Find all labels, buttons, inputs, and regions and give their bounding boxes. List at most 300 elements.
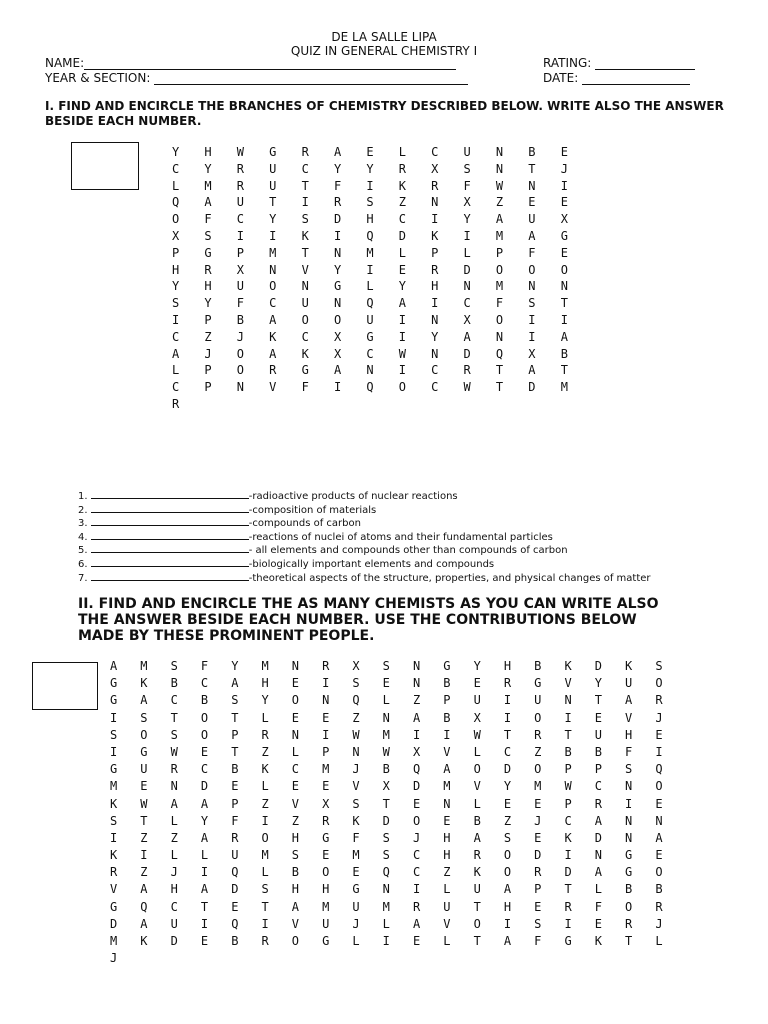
grid-letter[interactable]: V bbox=[473, 779, 481, 794]
grid-letter[interactable]: Q bbox=[366, 296, 374, 311]
grid-letter[interactable]: S bbox=[204, 228, 212, 243]
grid-letter[interactable]: T bbox=[503, 727, 512, 742]
grid-letter[interactable]: R bbox=[110, 865, 118, 880]
grid-letter[interactable]: I bbox=[322, 676, 330, 691]
grid-letter[interactable]: F bbox=[204, 212, 212, 227]
grid-letter[interactable]: D bbox=[463, 346, 471, 361]
grid-letter[interactable]: O bbox=[398, 380, 406, 395]
grid-letter[interactable]: D bbox=[231, 882, 239, 897]
grid-letter[interactable]: F bbox=[528, 245, 536, 260]
grid-letter[interactable]: U bbox=[366, 312, 374, 327]
grid-letter[interactable]: D bbox=[463, 262, 471, 277]
grid-letter[interactable]: C bbox=[431, 363, 439, 378]
grid-letter[interactable]: A bbox=[594, 813, 602, 828]
grid-letter[interactable]: S bbox=[655, 659, 663, 673]
grid-letter[interactable]: T bbox=[261, 899, 269, 914]
grid-letter[interactable]: G bbox=[443, 659, 451, 673]
grid-letter[interactable]: I bbox=[431, 296, 439, 311]
grid-letter[interactable]: N bbox=[366, 363, 374, 378]
grid-letter[interactable]: D bbox=[503, 762, 512, 777]
grid-letter[interactable]: H bbox=[625, 727, 633, 742]
grid-letter[interactable]: G bbox=[322, 934, 330, 948]
grid-letter[interactable]: T bbox=[560, 363, 568, 378]
grid-letter[interactable]: H bbox=[503, 899, 512, 914]
grid-letter[interactable]: Y bbox=[431, 329, 439, 344]
grid-letter[interactable]: L bbox=[352, 934, 360, 948]
grid-letter[interactable]: U bbox=[352, 899, 360, 914]
grid-letter[interactable]: G bbox=[625, 865, 633, 880]
grid-letter[interactable]: E bbox=[291, 779, 300, 794]
date-blank[interactable] bbox=[582, 72, 690, 85]
grid-letter[interactable]: K bbox=[398, 178, 406, 193]
grid-letter[interactable]: P bbox=[236, 245, 245, 260]
grid-letter[interactable]: L bbox=[473, 796, 481, 811]
grid-letter[interactable]: N bbox=[625, 830, 633, 845]
grid-letter[interactable]: T bbox=[495, 363, 504, 378]
grid-letter[interactable]: W bbox=[382, 744, 390, 759]
grid-letter[interactable]: B bbox=[655, 882, 663, 897]
grid-letter[interactable]: I bbox=[528, 329, 536, 344]
grid-letter[interactable]: A bbox=[528, 363, 536, 378]
grid-letter[interactable]: F bbox=[236, 296, 245, 311]
grid-letter[interactable]: U bbox=[594, 727, 602, 742]
grid-letter[interactable]: J bbox=[655, 916, 663, 931]
grid-letter[interactable]: I bbox=[560, 178, 568, 193]
grid-letter[interactable]: G bbox=[140, 744, 148, 759]
grid-letter[interactable]: O bbox=[172, 212, 180, 227]
grid-letter[interactable]: R bbox=[204, 262, 212, 277]
grid-letter[interactable]: E bbox=[560, 145, 568, 159]
grid-letter[interactable]: B bbox=[443, 710, 451, 725]
grid-letter[interactable]: O bbox=[534, 710, 542, 725]
grid-letter[interactable]: B bbox=[291, 865, 300, 880]
grid-letter[interactable]: J bbox=[236, 329, 245, 344]
grid-letter[interactable]: N bbox=[382, 882, 390, 897]
grid-letter[interactable]: R bbox=[172, 396, 180, 411]
grid-letter[interactable]: O bbox=[200, 710, 209, 725]
grid-letter[interactable]: R bbox=[431, 178, 439, 193]
grid-letter[interactable]: K bbox=[473, 865, 481, 880]
grid-letter[interactable]: R bbox=[431, 262, 439, 277]
grid-letter[interactable]: L bbox=[655, 934, 663, 948]
grid-letter[interactable]: Y bbox=[172, 145, 180, 159]
grid-letter[interactable]: P bbox=[564, 762, 572, 777]
grid-letter[interactable]: T bbox=[382, 796, 390, 811]
grid-letter[interactable]: C bbox=[269, 296, 277, 311]
grid-letter[interactable]: A bbox=[200, 882, 209, 897]
grid-letter[interactable]: L bbox=[398, 245, 406, 260]
grid-letter[interactable]: R bbox=[236, 178, 245, 193]
grid-letter[interactable]: S bbox=[231, 693, 239, 708]
grid-letter[interactable]: Y bbox=[366, 161, 374, 176]
grid-letter[interactable]: O bbox=[301, 312, 309, 327]
grid-letter[interactable]: V bbox=[301, 262, 309, 277]
grid-letter[interactable]: L bbox=[473, 744, 481, 759]
grid-letter[interactable]: R bbox=[261, 934, 269, 948]
grid-letter[interactable]: C bbox=[431, 145, 439, 159]
name-blank[interactable] bbox=[84, 57, 456, 70]
grid-letter[interactable]: X bbox=[322, 796, 330, 811]
grid-letter[interactable]: K bbox=[269, 329, 277, 344]
grid-letter[interactable]: R bbox=[261, 727, 269, 742]
grid-letter[interactable]: N bbox=[333, 245, 342, 260]
grid-letter[interactable]: U bbox=[236, 279, 245, 294]
grid-letter[interactable]: Q bbox=[412, 762, 421, 777]
grid-letter[interactable]: B bbox=[443, 676, 451, 691]
grid-letter[interactable]: N bbox=[291, 659, 300, 673]
grid-letter[interactable]: I bbox=[110, 830, 118, 845]
grid-letter[interactable]: V bbox=[443, 916, 451, 931]
grid-letter[interactable]: D bbox=[594, 830, 602, 845]
grid-letter[interactable]: V bbox=[269, 380, 277, 395]
grid-letter[interactable]: O bbox=[473, 916, 481, 931]
grid-letter[interactable]: H bbox=[443, 830, 451, 845]
grid-letter[interactable]: G bbox=[560, 228, 568, 243]
grid-letter[interactable]: R bbox=[269, 363, 277, 378]
grid-letter[interactable]: T bbox=[231, 744, 239, 759]
grid-letter[interactable]: O bbox=[655, 779, 663, 794]
grid-letter[interactable]: E bbox=[528, 195, 536, 210]
grid-letter[interactable]: E bbox=[200, 744, 209, 759]
grid-letter[interactable]: F bbox=[333, 178, 342, 193]
grid-letter[interactable]: E bbox=[231, 899, 239, 914]
grid-letter[interactable]: Z bbox=[398, 195, 406, 210]
grid-letter[interactable]: K bbox=[140, 934, 148, 948]
grid-letter[interactable]: N bbox=[236, 380, 245, 395]
grid-letter[interactable]: U bbox=[322, 916, 330, 931]
grid-letter[interactable]: Z bbox=[170, 830, 178, 845]
grid-letter[interactable]: P bbox=[204, 312, 212, 327]
grid-letter[interactable]: B bbox=[560, 346, 568, 361]
grid-letter[interactable]: L bbox=[366, 279, 374, 294]
grid-letter[interactable]: S bbox=[366, 195, 374, 210]
grid-letter[interactable]: A bbox=[463, 329, 471, 344]
grid-letter[interactable]: V bbox=[564, 676, 572, 691]
grid-letter[interactable]: H bbox=[261, 676, 269, 691]
grid-letter[interactable]: R bbox=[473, 848, 481, 863]
grid-letter[interactable]: A bbox=[503, 882, 512, 897]
grid-letter[interactable]: N bbox=[352, 744, 360, 759]
grid-letter[interactable]: T bbox=[140, 813, 148, 828]
grid-letter[interactable]: I bbox=[366, 262, 374, 277]
answer-blank[interactable] bbox=[91, 516, 249, 526]
grid-letter[interactable]: Y bbox=[200, 813, 209, 828]
grid-letter[interactable]: G bbox=[534, 676, 542, 691]
grid-letter[interactable]: I bbox=[110, 744, 118, 759]
answer-blank[interactable] bbox=[91, 530, 249, 540]
grid-letter[interactable]: G bbox=[352, 882, 360, 897]
grid-letter[interactable]: Q bbox=[140, 899, 148, 914]
grid-letter[interactable]: L bbox=[398, 145, 406, 159]
grid-letter[interactable]: F bbox=[352, 830, 360, 845]
grid-letter[interactable]: S bbox=[301, 212, 309, 227]
grid-letter[interactable]: D bbox=[528, 380, 536, 395]
grid-letter[interactable]: M bbox=[495, 228, 504, 243]
grid-letter[interactable]: E bbox=[352, 865, 360, 880]
grid-letter[interactable]: I bbox=[398, 363, 406, 378]
grid-letter[interactable]: T bbox=[495, 380, 504, 395]
grid-letter[interactable]: K bbox=[110, 796, 118, 811]
grid-letter[interactable]: I bbox=[503, 710, 512, 725]
grid-letter[interactable]: N bbox=[431, 312, 439, 327]
grid-letter[interactable]: S bbox=[110, 727, 118, 742]
grid-letter[interactable]: M bbox=[366, 245, 374, 260]
grid-letter[interactable]: N bbox=[269, 262, 277, 277]
grid-letter[interactable]: P bbox=[322, 744, 330, 759]
grid-letter[interactable]: C bbox=[564, 813, 572, 828]
grid-letter[interactable]: M bbox=[322, 899, 330, 914]
grid-letter[interactable]: S bbox=[110, 813, 118, 828]
grid-letter[interactable]: Q bbox=[655, 762, 663, 777]
grid-letter[interactable]: V bbox=[625, 710, 633, 725]
grid-letter[interactable]: E bbox=[322, 848, 330, 863]
grid-letter[interactable]: M bbox=[261, 848, 269, 863]
grid-letter[interactable]: I bbox=[564, 848, 572, 863]
grid-letter[interactable]: S bbox=[291, 848, 300, 863]
grid-letter[interactable]: T bbox=[269, 195, 277, 210]
grid-letter[interactable]: Q bbox=[495, 346, 504, 361]
year-section-blank[interactable] bbox=[154, 72, 468, 85]
grid-letter[interactable]: H bbox=[170, 882, 178, 897]
grid-letter[interactable]: A bbox=[412, 916, 421, 931]
grid-letter[interactable]: E bbox=[560, 195, 568, 210]
grid-letter[interactable]: I bbox=[528, 312, 536, 327]
grid-letter[interactable]: V bbox=[291, 796, 300, 811]
grid-letter[interactable]: Q bbox=[231, 916, 239, 931]
answer-blank[interactable] bbox=[91, 503, 249, 513]
grid-letter[interactable]: I bbox=[322, 727, 330, 742]
grid-letter[interactable]: N bbox=[655, 813, 663, 828]
grid-letter[interactable]: C bbox=[366, 346, 374, 361]
grid-letter[interactable]: A bbox=[503, 934, 512, 948]
grid-letter[interactable]: P bbox=[172, 245, 180, 260]
grid-letter[interactable]: W bbox=[140, 796, 148, 811]
grid-letter[interactable]: H bbox=[291, 830, 300, 845]
grid-letter[interactable]: A bbox=[231, 676, 239, 691]
grid-letter[interactable]: X bbox=[333, 346, 342, 361]
grid-letter[interactable]: E bbox=[366, 145, 374, 159]
grid-letter[interactable]: O bbox=[200, 727, 209, 742]
grid-letter[interactable]: N bbox=[431, 195, 439, 210]
grid-letter[interactable]: M bbox=[382, 899, 390, 914]
grid-letter[interactable]: C bbox=[170, 693, 178, 708]
grid-letter[interactable]: K bbox=[594, 934, 602, 948]
grid-letter[interactable]: O bbox=[236, 363, 245, 378]
grid-letter[interactable]: V bbox=[110, 882, 118, 897]
grid-letter[interactable]: C bbox=[412, 865, 421, 880]
grid-letter[interactable]: B bbox=[170, 676, 178, 691]
grid-letter[interactable]: Y bbox=[473, 659, 481, 673]
grid-letter[interactable]: E bbox=[655, 848, 663, 863]
grid-letter[interactable]: A bbox=[594, 865, 602, 880]
grid-letter[interactable]: Q bbox=[352, 693, 360, 708]
grid-letter[interactable]: O bbox=[495, 312, 504, 327]
grid-letter[interactable]: Z bbox=[291, 813, 300, 828]
grid-letter[interactable]: H bbox=[204, 145, 212, 159]
grid-letter[interactable]: L bbox=[172, 178, 180, 193]
grid-letter[interactable]: C bbox=[412, 848, 421, 863]
grid-letter[interactable]: T bbox=[301, 178, 309, 193]
grid-letter[interactable]: E bbox=[382, 676, 390, 691]
grid-letter[interactable]: G bbox=[110, 693, 118, 708]
grid-letter[interactable]: D bbox=[412, 779, 421, 794]
grid-letter[interactable]: E bbox=[655, 796, 663, 811]
grid-letter[interactable]: K bbox=[301, 346, 309, 361]
grid-letter[interactable]: L bbox=[200, 848, 209, 863]
grid-letter[interactable]: K bbox=[110, 848, 118, 863]
grid-letter[interactable]: I bbox=[398, 312, 406, 327]
grid-letter[interactable]: N bbox=[412, 676, 421, 691]
grid-letter[interactable]: A bbox=[412, 710, 421, 725]
grid-letter[interactable]: T bbox=[200, 899, 209, 914]
grid-letter[interactable]: R bbox=[322, 813, 330, 828]
grid-letter[interactable]: N bbox=[594, 848, 602, 863]
grid-letter[interactable]: F bbox=[495, 296, 504, 311]
grid-letter[interactable]: R bbox=[333, 195, 342, 210]
grid-letter[interactable]: S bbox=[463, 161, 471, 176]
grid-letter[interactable]: N bbox=[382, 710, 390, 725]
grid-letter[interactable]: I bbox=[261, 916, 269, 931]
grid-letter[interactable]: G bbox=[301, 363, 309, 378]
grid-letter[interactable]: D bbox=[398, 228, 406, 243]
grid-letter[interactable]: A bbox=[200, 796, 209, 811]
grid-letter[interactable]: L bbox=[170, 813, 178, 828]
grid-letter[interactable]: F bbox=[231, 813, 239, 828]
grid-letter[interactable]: R bbox=[625, 916, 633, 931]
grid-letter[interactable]: R bbox=[236, 161, 245, 176]
grid-letter[interactable]: S bbox=[352, 796, 360, 811]
grid-letter[interactable]: M bbox=[443, 779, 451, 794]
grid-letter[interactable]: W bbox=[473, 727, 481, 742]
grid-letter[interactable]: S bbox=[261, 882, 269, 897]
grid-letter[interactable]: R bbox=[655, 693, 663, 708]
grid-letter[interactable]: D bbox=[534, 848, 542, 863]
grid-letter[interactable]: G bbox=[110, 762, 118, 777]
grid-letter[interactable]: M bbox=[204, 178, 212, 193]
grid-letter[interactable]: J bbox=[412, 830, 421, 845]
grid-letter[interactable]: M bbox=[534, 779, 542, 794]
grid-letter[interactable]: U bbox=[534, 693, 542, 708]
grid-letter[interactable]: I bbox=[261, 813, 269, 828]
answer-blank[interactable] bbox=[91, 571, 249, 581]
grid-letter[interactable]: L bbox=[463, 245, 471, 260]
grid-letter[interactable]: G bbox=[333, 279, 342, 294]
grid-letter[interactable]: T bbox=[625, 934, 633, 948]
grid-letter[interactable]: A bbox=[140, 693, 148, 708]
grid-letter[interactable]: A bbox=[170, 796, 178, 811]
grid-letter[interactable]: E bbox=[200, 934, 209, 948]
grid-letter[interactable]: Z bbox=[140, 865, 148, 880]
grid-letter[interactable]: I bbox=[366, 178, 374, 193]
grid-letter[interactable]: N bbox=[463, 279, 471, 294]
grid-letter[interactable]: X bbox=[333, 329, 342, 344]
grid-letter[interactable]: L bbox=[291, 744, 300, 759]
answer-blank[interactable] bbox=[91, 557, 249, 567]
grid-letter[interactable]: C bbox=[170, 899, 178, 914]
grid-letter[interactable]: N bbox=[495, 329, 504, 344]
grid-letter[interactable]: I bbox=[301, 195, 309, 210]
grid-letter[interactable]: O bbox=[291, 934, 300, 948]
grid-letter[interactable]: N bbox=[333, 296, 342, 311]
grid-letter[interactable]: D bbox=[333, 212, 342, 227]
grid-letter[interactable]: Z bbox=[495, 195, 504, 210]
grid-letter[interactable]: I bbox=[200, 916, 209, 931]
grid-letter[interactable]: K bbox=[301, 228, 309, 243]
grid-letter[interactable]: O bbox=[534, 762, 542, 777]
grid-letter[interactable]: I bbox=[625, 796, 633, 811]
grid-letter[interactable]: Z bbox=[204, 329, 212, 344]
grid-letter[interactable]: B bbox=[534, 659, 542, 673]
grid-letter[interactable]: J bbox=[170, 865, 178, 880]
answer-blank[interactable] bbox=[91, 489, 249, 499]
grid-letter[interactable]: E bbox=[398, 262, 406, 277]
grid-letter[interactable]: C bbox=[463, 296, 471, 311]
grid-letter[interactable]: G bbox=[564, 934, 572, 948]
grid-letter[interactable]: R bbox=[301, 145, 309, 159]
grid-letter[interactable]: S bbox=[170, 659, 178, 673]
grid-letter[interactable]: N bbox=[431, 346, 439, 361]
grid-letter[interactable]: M bbox=[560, 380, 568, 395]
grid-letter[interactable]: C bbox=[301, 161, 309, 176]
grid-letter[interactable]: G bbox=[110, 676, 118, 691]
grid-letter[interactable]: X bbox=[528, 346, 536, 361]
grid-letter[interactable]: G bbox=[204, 245, 212, 260]
grid-letter[interactable]: A bbox=[110, 659, 118, 673]
grid-letter[interactable]: E bbox=[140, 779, 148, 794]
grid-letter[interactable]: T bbox=[560, 296, 568, 311]
grid-letter[interactable]: A bbox=[291, 899, 300, 914]
grid-letter[interactable]: W bbox=[463, 380, 471, 395]
grid-letter[interactable]: I bbox=[412, 727, 421, 742]
grid-letter[interactable]: U bbox=[236, 195, 245, 210]
grid-letter[interactable]: D bbox=[594, 659, 602, 673]
grid-letter[interactable]: A bbox=[140, 882, 148, 897]
grid-letter[interactable]: F bbox=[301, 380, 309, 395]
grid-letter[interactable]: M bbox=[269, 245, 277, 260]
grid-letter[interactable]: Z bbox=[140, 830, 148, 845]
grid-letter[interactable]: P bbox=[431, 245, 439, 260]
grid-letter[interactable]: C bbox=[200, 676, 209, 691]
grid-letter[interactable]: S bbox=[172, 296, 180, 311]
grid-letter[interactable]: A bbox=[333, 363, 342, 378]
grid-letter[interactable]: Q bbox=[231, 865, 239, 880]
grid-letter[interactable]: G bbox=[625, 848, 633, 863]
grid-letter[interactable]: H bbox=[366, 212, 374, 227]
grid-letter[interactable]: J bbox=[204, 346, 212, 361]
grid-letter[interactable]: N bbox=[625, 779, 633, 794]
grid-letter[interactable]: J bbox=[560, 161, 568, 176]
grid-letter[interactable]: N bbox=[301, 279, 309, 294]
grid-letter[interactable]: N bbox=[560, 279, 568, 294]
grid-letter[interactable]: Y bbox=[204, 296, 212, 311]
grid-letter[interactable]: Y bbox=[594, 676, 602, 691]
grid-letter[interactable]: I bbox=[236, 228, 245, 243]
grid-letter[interactable]: M bbox=[495, 279, 504, 294]
grid-letter[interactable]: F bbox=[625, 744, 633, 759]
grid-letter[interactable]: C bbox=[503, 744, 512, 759]
grid-letter[interactable]: S bbox=[382, 659, 390, 673]
grid-letter[interactable]: L bbox=[261, 865, 269, 880]
grid-letter[interactable]: R bbox=[231, 830, 239, 845]
grid-letter[interactable]: Z bbox=[503, 813, 512, 828]
grid-letter[interactable]: E bbox=[534, 899, 542, 914]
grid-letter[interactable]: E bbox=[473, 676, 481, 691]
grid-letter[interactable]: T bbox=[594, 693, 602, 708]
grid-letter[interactable]: A bbox=[204, 195, 212, 210]
grid-letter[interactable]: Y bbox=[231, 659, 239, 673]
grid-letter[interactable]: E bbox=[322, 779, 330, 794]
grid-letter[interactable]: Y bbox=[503, 779, 512, 794]
